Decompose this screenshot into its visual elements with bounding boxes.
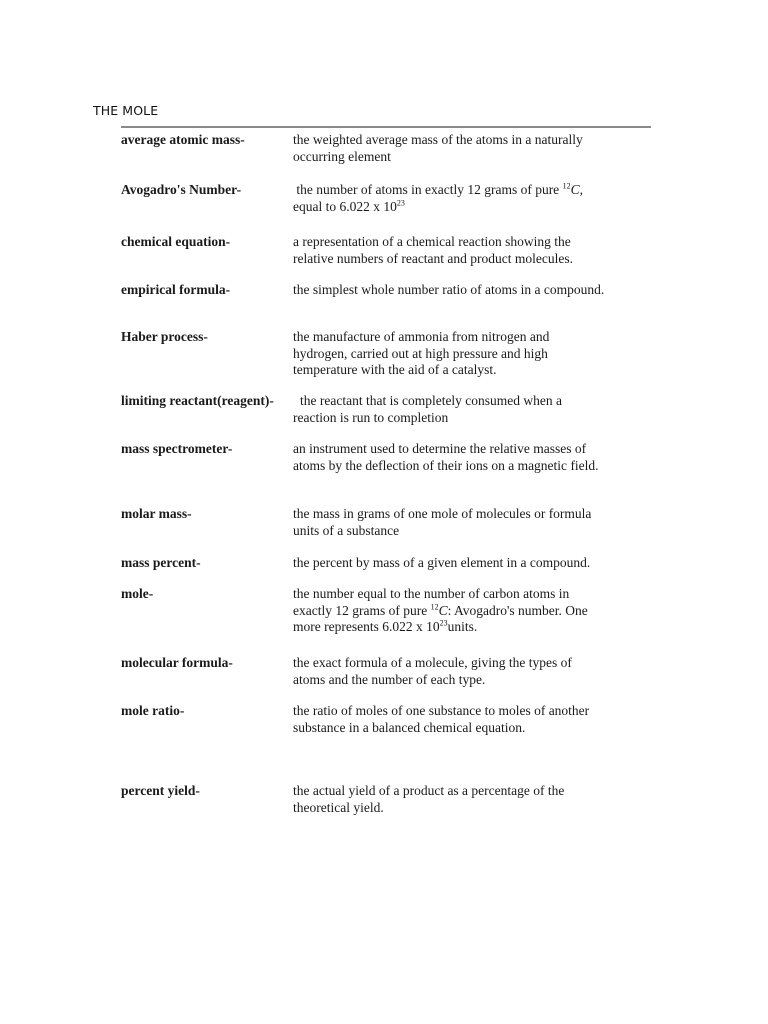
definition-text: exactly 12 grams of pure	[293, 602, 431, 618]
term: molar mass-	[121, 506, 192, 521]
definition	[293, 703, 651, 736]
definition-line: a representation of a chemical reaction showing the	[293, 234, 571, 249]
definition-line: the weighted average mass of the atoms in a naturally	[293, 132, 583, 147]
isotope-symbol: C	[570, 182, 580, 197]
definition-text: : Avogadro's number. One	[447, 602, 588, 618]
definition	[293, 132, 651, 165]
definition-line: the reactant that is completely consumed when a	[300, 393, 563, 408]
definition-line: the exact formula of a molecule, giving the types of	[293, 655, 572, 670]
definition-line	[293, 182, 583, 197]
definition	[293, 441, 651, 474]
definition-line: the actual yield of a product as a percentage of the	[293, 783, 565, 798]
definition-line: the simplest whole number ratio of atoms in a	[293, 282, 541, 297]
definition-line: substance in a balanced chemical equation.	[293, 719, 526, 735]
term: percent yield-	[121, 783, 200, 798]
definition-line: reaction is run to completion	[293, 409, 449, 425]
definition	[293, 329, 651, 379]
term: limiting reactant(reagent)-	[121, 393, 274, 408]
term: mole ratio-	[121, 703, 185, 718]
glossary-table	[121, 126, 651, 815]
definition	[293, 234, 651, 267]
term: mole-	[121, 586, 154, 601]
definition-line: the manufacture of ammonia from nitrogen and	[293, 329, 550, 344]
definition-text: units.	[447, 619, 478, 634]
definition	[300, 393, 658, 410]
definition	[293, 783, 651, 816]
definition-text: equal to 6.022 x 10	[293, 198, 397, 214]
term: Avogadro's Number-	[121, 182, 242, 197]
definition-line: the percent by mass of a given element in a compound.	[293, 555, 591, 570]
definition	[293, 655, 651, 688]
term: average atomic mass-	[121, 132, 245, 147]
term: empirical formula-	[121, 282, 231, 297]
definition-line: hydrogen, carried out at high pressure and high	[293, 345, 548, 361]
definition-line: compound.	[543, 282, 605, 297]
definition-line	[293, 199, 405, 214]
definition-line: an instrument used to determine the relative masses of	[293, 441, 587, 456]
definition	[293, 586, 651, 636]
term: mass percent-	[121, 555, 201, 570]
definition-line: atoms and the number of each type.	[293, 671, 486, 687]
definition-line: the ratio of moles of one substance to moles of another	[293, 703, 590, 718]
definition-line	[293, 603, 588, 618]
definition	[293, 506, 651, 539]
page-title: THE MOLE	[93, 103, 159, 118]
isotope-symbol: C	[438, 602, 448, 618]
definition-text: ,	[579, 182, 583, 197]
definition	[293, 282, 651, 310]
definition	[293, 182, 651, 215]
definition	[293, 410, 651, 427]
definition-line: the mass in grams of one mole of molecules or formula	[293, 506, 592, 521]
definition-line: temperature with the aid of a catalyst.	[293, 362, 497, 377]
term: molecular formula-	[121, 655, 233, 670]
definition-line: relative numbers of reactant and product molecules.	[293, 250, 574, 266]
definition-line: field.	[570, 457, 599, 473]
definition-line: atoms by the deflection of their ions on a magnetic	[293, 457, 568, 473]
isotope-mass-number: 12	[562, 181, 571, 191]
definition-line: theoretical yield.	[293, 799, 384, 815]
term: Haber process-	[121, 329, 208, 344]
exponent: 23	[439, 618, 448, 628]
term: mass spectrometer-	[121, 441, 233, 456]
definition-text: the number of atoms in exactly 12 grams of pure	[293, 182, 563, 197]
definition-line: units of a substance	[293, 522, 400, 538]
definition-line: occurring element	[293, 148, 391, 164]
exponent: 23	[396, 198, 405, 207]
definition-line: the number equal to the number of carbon atoms in	[293, 586, 570, 601]
term: chemical equation-	[121, 234, 231, 249]
definition-line	[293, 619, 477, 634]
definition-text: more represents 6.022 x 10	[293, 619, 440, 634]
definition	[293, 555, 651, 572]
isotope-mass-number: 12	[430, 602, 439, 611]
